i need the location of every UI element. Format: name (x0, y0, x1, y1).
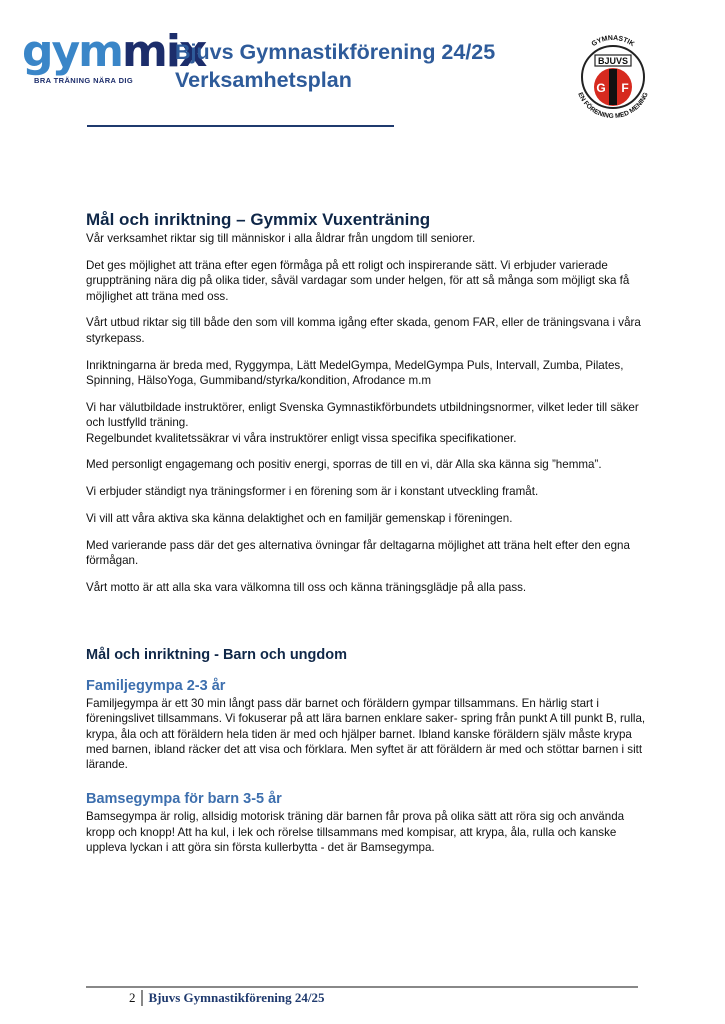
header-divider (87, 125, 394, 127)
subheading-bamsegympa: Bamsegympa för barn 3-5 år (86, 791, 282, 808)
badge-letter-f: F (621, 81, 629, 95)
page-number: 2 (129, 990, 143, 1006)
paragraph: Vi vill att våra aktiva ska känna delaktighet och en familjär gemenskap i föreningen. (86, 512, 513, 526)
torch-icon (609, 69, 617, 105)
footer-divider (86, 986, 638, 988)
title-line-1: Bjuvs Gymnastikförening 24/25 (175, 40, 496, 64)
paragraph: Familjegympa är ett 30 min långt pass där barnet och föräldern gympar tillsammans. En härlig start i föreningslivet tillsammans. Vi fokuserar på att lära barnen enklare saker- spring från punkt A till punkt B, rulla, krypa, åla och att föräldern hela tiden är med och hjälper barnet. Ibland kanske föräldern själv måste krypa med barnen, ibland räcker det att visa och förklara. Men syftet är att föräldern är med och stöttar barnen i sitt lärande. (86, 696, 646, 772)
paragraph: Vi erbjuder ständigt nya träningsformer i en förening som är i konstant utveckling framåt. (86, 485, 539, 499)
paragraph: Inriktningarna är breda med, Ryggympa, Lätt MedelGympa, MedelGympa Puls, Intervall, Zumba, Pilates, Spinning, HälsoYoga, Gummiband/styrka/kondition, Afrodance m.m (86, 358, 624, 388)
title-line-2: Verksamhetsplan (175, 68, 352, 92)
logo-word-gym: gym (22, 26, 123, 77)
gymmix-logo (22, 26, 206, 96)
page-footer (129, 990, 325, 1006)
paragraph: Med personligt engagemang och positiv energi, sporras de till en vi, där Alla ska känna sig ”hemma”. (86, 458, 602, 472)
badge-text-bottom: EN FÖRENING MED MENING (576, 91, 650, 121)
page-title (175, 38, 495, 94)
club-badge-logo (568, 25, 658, 125)
section-heading-adult: Mål och inriktning – Gymmix Vuxenträning (86, 210, 431, 229)
gymmix-wordmark (22, 26, 206, 77)
badge-letter-g: G (596, 81, 606, 95)
paragraph: Bamsegympa är rolig, allsidig motorisk träning där barnen får prova på olika sätt att röra sig och använda kropp och knopp! Att ha kul, i lek och rörelse tillsammans med kompisar, att krypa, åla, rulla och kanske uppleva lyckan i att göra sin första kullerbytta - det är Bamsegympa. (86, 810, 625, 855)
badge-text-top: GYMNASTIK (590, 34, 636, 49)
paragraph: Vi har välutbildade instruktörer, enligt Svenska Gymnastikförbundets utbildningsnormer, vilket leder till säker och lustfylld träning. (86, 400, 639, 430)
logo-tagline: BRA TRÄNING NÄRA DIG (34, 76, 134, 85)
subheading-familjegympa: Familjegympa 2-3 år (86, 677, 226, 694)
paragraph: Det ges möjlighet att träna efter egen förmåga på ett roligt och inspirerande sätt. Vi erbjuder varierade gruppträning nära dig på olika tider, såväl vardagar som under helgen, för att så många som möjligt ska få möjlighet att träna med oss. (86, 258, 630, 303)
paragraph: Regelbundet kvalitetssäkrar vi våra instruktörer enligt vissa specifika specifikationer. (86, 431, 517, 445)
logo-word-mix: mix (122, 26, 206, 77)
section-heading-children: Mål och inriktning - Barn och ungdom (86, 646, 347, 663)
paragraph: Vår verksamhet riktar sig till människor i alla åldrar från ungdom till seniorer. (86, 232, 476, 245)
footer-text: Bjuvs Gymnastikförening 24/25 (148, 990, 325, 1005)
paragraph: Vårt motto är att alla ska vara välkomna till oss och känna träningsglädje på alla pass. (86, 581, 527, 595)
badge-club-name: BJUVS (597, 56, 629, 66)
paragraph: Med varierande pass där det ges alternativa övningar får deltagarna möjlighet att träna helt efter den egna förmågan. (86, 538, 630, 568)
document-body (86, 209, 646, 867)
paragraph: Vårt utbud riktar sig till både den som vill komma igång efter skada, genom FAR, eller de träningsvana i våra styrkepass. (86, 316, 641, 345)
